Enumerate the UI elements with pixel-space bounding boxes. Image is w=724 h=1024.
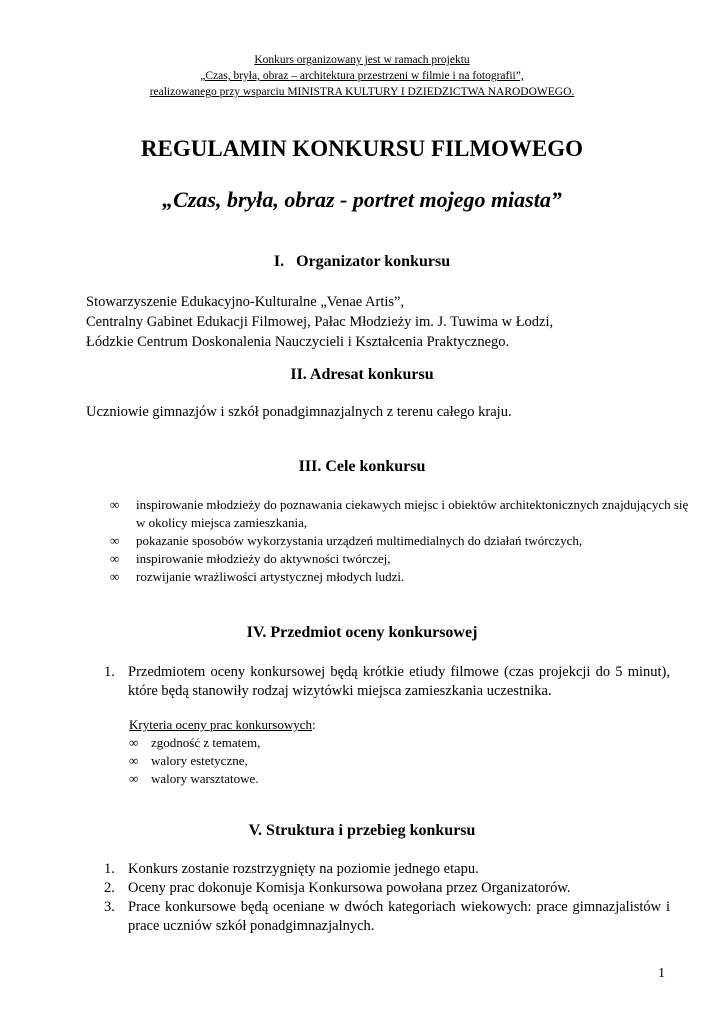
criterion-text: zgodność z tematem, — [151, 735, 261, 750]
item-text: Konkurs zostanie rozstrzygnięty na poziomie jednego etapu. — [128, 861, 479, 877]
item-number: 2. — [104, 880, 115, 896]
item-number: 1. — [104, 664, 115, 680]
page-number: 1 — [658, 966, 665, 981]
header-line-2: „Czas, bryła, obraz – architektura przestrzeni w filmie i na fotografii”, — [200, 70, 524, 82]
criteria-label: Kryteria oceny prac konkursowych — [129, 717, 313, 732]
infinity-bullet-icon: ∞ — [110, 569, 120, 584]
item-text: Prace konkursowe będą oceniane w dwóch kategoriach wiekowych: prace gimnazjalistów i prace uczniów szkół ponadgimnazjalnych. — [128, 899, 670, 934]
criteria-colon: : — [312, 717, 316, 732]
list-item — [104, 898, 670, 936]
infinity-bullet-icon: ∞ — [110, 551, 120, 566]
item-number: 1. — [104, 861, 115, 877]
infinity-bullet-icon: ∞ — [129, 735, 139, 750]
organizer-line: Stowarzyszenie Edukacyjno-Kulturalne „Venae Artis”, — [86, 294, 405, 310]
section-2-heading: II. Adresat konkursu — [290, 366, 434, 383]
list-item — [104, 663, 670, 701]
list-item — [110, 568, 690, 586]
list-item — [110, 550, 690, 568]
section-1-heading: I. Organizator konkursu — [273, 253, 451, 270]
item-text: Oceny prac dokonuje Komisja Konkursowa powołana przez Organizatorów. — [128, 880, 571, 896]
section-5-heading: V. Struktura i przebieg konkursu — [248, 822, 476, 839]
goal-text: rozwijanie wrażliwości artystycznej młodych ludzi. — [136, 569, 405, 584]
section-1-body — [86, 292, 676, 352]
criterion-text: walory warsztatowe. — [151, 771, 259, 786]
goal-text: pokazanie sposobów wykorzystania urządzeń multimedialnych do działań twórczych, — [136, 533, 583, 548]
structure-list — [104, 860, 670, 936]
subject-list — [104, 663, 670, 701]
list-item — [110, 496, 690, 532]
section-2-text: Uczniowie gimnazjów i szkół ponadgimnazjalnych z terenu całego kraju. — [86, 404, 512, 420]
document-title: REGULAMIN KONKURSU FILMOWEGO — [140, 136, 584, 161]
section-3-heading: III. Cele konkursu — [298, 458, 426, 475]
item-text: Przedmiotem oceny konkursowej będą krótkie etiudy filmowe (czas projekcji do 5 minut), które będą stanowiły rodzaj wizytówki miejsca zamieszkania uczestnika. — [128, 664, 670, 699]
goals-list — [110, 496, 690, 586]
infinity-bullet-icon: ∞ — [110, 533, 120, 548]
criterion-text: walory estetyczne, — [151, 753, 248, 768]
section-4-heading: IV. Przedmiot oceny konkursowej — [246, 624, 478, 641]
document-subtitle: „Czas, bryła, obraz - portret mojego miasta” — [162, 187, 562, 212]
infinity-bullet-icon: ∞ — [110, 497, 120, 512]
criteria-label-line — [129, 716, 316, 734]
list-item — [129, 734, 529, 752]
organizer-line: Centralny Gabinet Edukacji Filmowej, Pałac Młodzieży im. J. Tuwima w Łodzi, — [86, 314, 554, 330]
goal-text: inspirowanie młodzieży do poznawania ciekawych miejsc i obiektów architektonicznych znajdujących się w okolicy miejsca zamieszkania, — [136, 497, 689, 530]
list-item — [104, 860, 670, 879]
header-line-1: Konkurs organizowany jest w ramach projektu — [254, 54, 470, 66]
criteria-list — [129, 734, 529, 788]
list-item — [129, 770, 529, 788]
list-item — [129, 752, 529, 770]
header-line-3: realizowanego przy wsparciu MINISTRA KULTURY I DZIEDZICTWA NARODOWEGO. — [149, 86, 575, 98]
organizer-line: Łódzkie Centrum Doskonalenia Nauczycieli i Kształcenia Praktycznego. — [86, 334, 510, 350]
list-item — [104, 879, 670, 898]
list-item — [110, 532, 690, 550]
infinity-bullet-icon: ∞ — [129, 753, 139, 768]
goal-text: inspirowanie młodzieży do aktywności twórczej, — [136, 551, 391, 566]
item-number: 3. — [104, 899, 115, 915]
infinity-bullet-icon: ∞ — [129, 771, 139, 786]
